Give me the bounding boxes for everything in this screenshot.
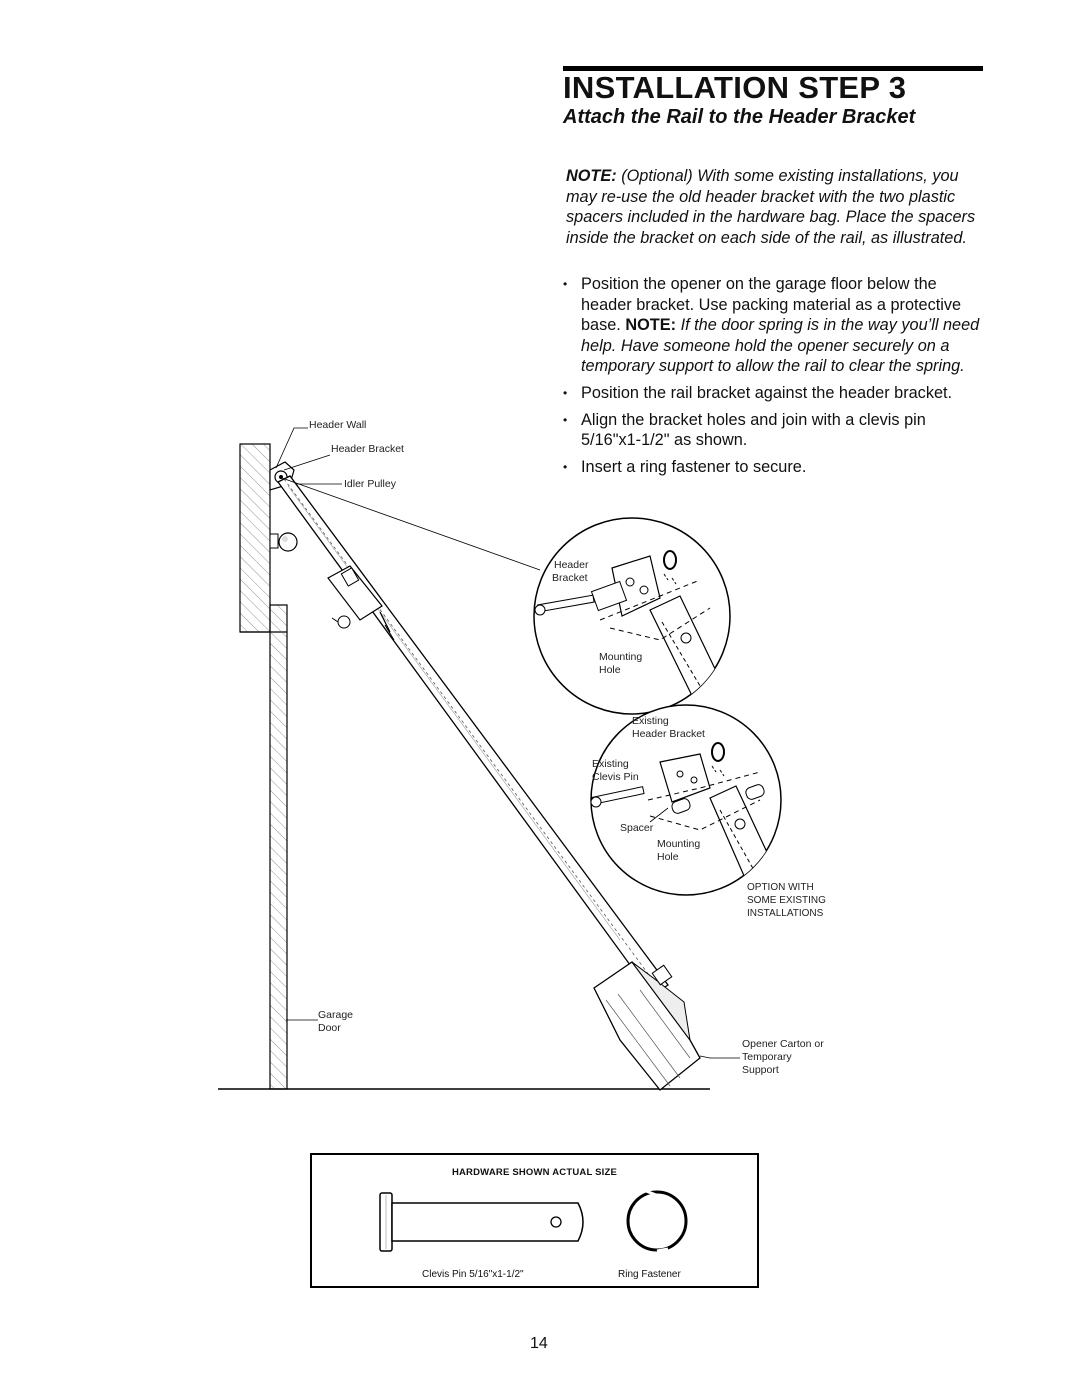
- instruction-text: Position the opener on the garage floor below the header bracket. Use packing material as a protective base.: [581, 275, 962, 335]
- label-detail2-spacer: Spacer: [620, 822, 654, 834]
- label-detail2-mounting: Mounting: [657, 838, 701, 850]
- label-carton-1: Opener Carton or: [742, 1038, 824, 1050]
- label-detail1-header: Header: [554, 559, 589, 571]
- label-idler-pulley: Idler Pulley: [344, 478, 396, 490]
- label-carton-3: Support: [742, 1064, 779, 1076]
- label-detail2-clevis-pin: Clevis Pin: [592, 771, 639, 783]
- note-text: (Optional) With some existing installations, you may re-use the old header bracket with the two plastic spacers included in the hardware bag. Place the spacers inside the bracket on each side of the rail, as illustrated.: [566, 167, 976, 247]
- garage-door: [270, 605, 287, 1089]
- label-detail2-header-bracket: Header Bracket: [632, 728, 705, 740]
- step-subtitle: Attach the Rail to the Header Bracket: [563, 106, 916, 128]
- clevis-pin-icon: [380, 1193, 583, 1251]
- step-title: INSTALLATION STEP 3: [563, 70, 907, 105]
- ring-fastener-icon: [628, 1191, 686, 1251]
- hardware-box: [310, 1153, 759, 1288]
- label-option-1: OPTION WITH: [747, 882, 814, 893]
- label-option-2: SOME EXISTING: [747, 895, 826, 906]
- instruction-text: Insert a ring fastener to secure.: [581, 457, 807, 476]
- label-door: Door: [318, 1022, 341, 1034]
- label-option-3: INSTALLATIONS: [747, 908, 824, 919]
- ring-fastener-label: Ring Fastener: [618, 1269, 681, 1280]
- instruction-note-text: If the door spring is in the way you’ll need help. Have someone hold the opener securely on a temporary support to allow the rail to clear the spring.: [581, 316, 980, 376]
- label-detail2-existing-pin: Existing: [592, 758, 629, 770]
- label-carton-2: Temporary: [742, 1051, 792, 1063]
- hardware-illustration: [312, 1173, 757, 1273]
- label-detail1-bracket: Bracket: [552, 572, 588, 584]
- clevis-pin-label: Clevis Pin 5/16"x1-1/2": [422, 1269, 524, 1280]
- idler-pulley: [270, 533, 297, 551]
- label-detail1-mounting: Mounting: [599, 651, 643, 663]
- label-header-bracket: Header Bracket: [331, 443, 404, 455]
- label-header-wall: Header Wall: [309, 419, 367, 431]
- label-detail1-hole: Hole: [599, 664, 621, 676]
- opener-motor-unit: [594, 962, 700, 1090]
- page-number: 14: [530, 1335, 548, 1352]
- hardware-title: HARDWARE SHOWN ACTUAL SIZE: [451, 1167, 618, 1178]
- label-garage: Garage: [318, 1009, 354, 1021]
- instruction-note-lead: NOTE:: [625, 316, 677, 335]
- detail-circle-rail-bracket: [534, 518, 730, 714]
- label-detail2-existing: Existing: [632, 715, 669, 727]
- instruction-text: Position the rail bracket against the header bracket.: [581, 383, 953, 402]
- note-lead: NOTE:: [566, 167, 617, 185]
- instruction-text: Align the bracket holes and join with a clevis pin 5/16"x1-1/2" as shown.: [581, 410, 926, 450]
- label-detail2-hole: Hole: [657, 851, 679, 863]
